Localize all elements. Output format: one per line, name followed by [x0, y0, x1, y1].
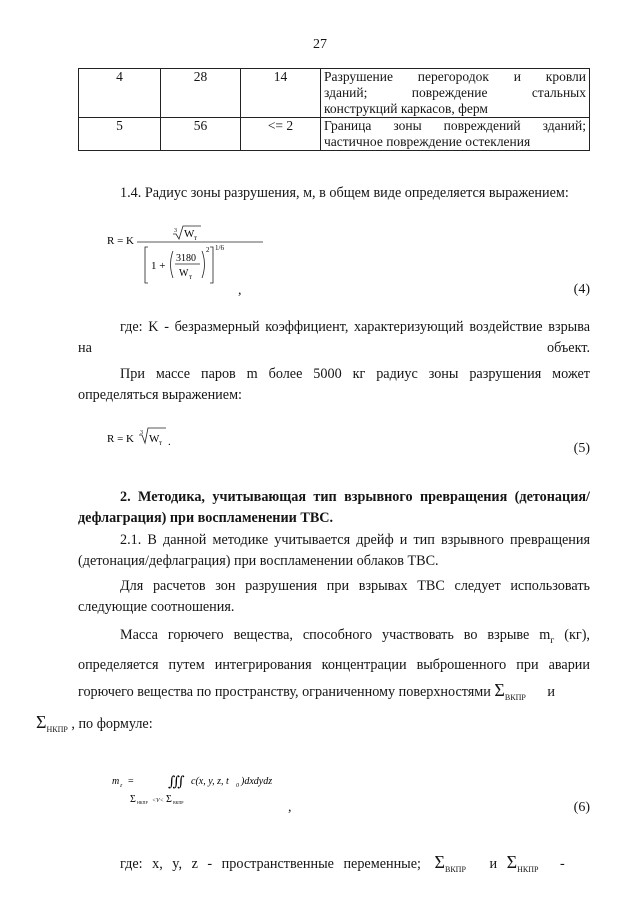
- inner-sub: т: [189, 273, 193, 281]
- nkpr-sub: НКПР: [46, 724, 68, 734]
- section-2-heading: 2. Методика, учитывающая тип взрывного превращения (детонация/дефлаграция) при воспламенении ТВС.: [78, 489, 590, 526]
- damage-zone-table: [78, 68, 590, 151]
- paragraph-where-k: [78, 317, 590, 359]
- zone-cell: 4: [79, 69, 161, 118]
- formula-dot: .: [168, 436, 171, 448]
- integrand-tail: )dxdydz: [241, 776, 273, 787]
- description-line: частичное повреждение остекления: [324, 134, 531, 149]
- paragraph-fuel-mass: [36, 623, 590, 741]
- numerator-w: W: [184, 228, 195, 240]
- nkpr-sub: НКПР: [517, 864, 539, 874]
- formula-6: [110, 768, 330, 818]
- description-line: зданий; повреждение стальных: [324, 85, 586, 100]
- pressure-cell: 56: [161, 118, 241, 151]
- vkpr-sub: ВКПР: [504, 692, 526, 702]
- left-bracket: [145, 247, 148, 283]
- power-1-6: 1/6: [215, 244, 224, 252]
- paragraph-mass: При массе паров m более 5000 кг радиус зоны разрушения может определяться выражением:: [78, 366, 590, 403]
- equation-number-5: (5): [573, 441, 590, 456]
- fuel-sub: г: [550, 634, 555, 646]
- formula-lhs: m: [112, 776, 120, 787]
- right-paren: [202, 251, 205, 278]
- paragraph-1-4: 1.4. Радиус зоны разрушения, м, в общем виде определяется выражением:: [120, 185, 569, 201]
- and-word: и: [547, 683, 555, 700]
- t-sub: 0: [236, 783, 239, 789]
- constant-3180: 3180: [176, 253, 196, 264]
- equals-sign: =: [128, 776, 134, 787]
- numerator-sub: т: [194, 234, 198, 242]
- formula-6-comma: ,: [288, 800, 292, 815]
- formula-4-comma: ,: [238, 283, 242, 298]
- zone-cell: 5: [79, 118, 161, 151]
- lower-limit-sub-1: НКПР: [137, 800, 148, 805]
- paragraph-calc: Для расчетов зон разрушения при взрывах ТВС следует использовать следующие соотношения.: [78, 578, 590, 615]
- formula-lhs: R = K: [107, 433, 134, 445]
- inner-w: W: [179, 268, 189, 279]
- fuel-text-b: (кг), определяется путем интегрирования концентрации выброшенного при аварии горючего вещества по пространству, ограниченному поверхностями: [78, 627, 590, 700]
- description-cell: [321, 69, 590, 118]
- lower-limit-sigma: Σ: [130, 794, 136, 805]
- power-2: 2: [206, 246, 210, 254]
- fuel-text-a: Масса горючего вещества, способного участвовать во взрыве m: [120, 627, 551, 643]
- sigma-symbol: Σ: [506, 852, 518, 872]
- root-index: 3: [174, 228, 177, 234]
- formula-lhs: R = K: [107, 235, 134, 247]
- formula-5: [95, 423, 205, 453]
- where-k-text: где: K - безразмерный коэффициент, характеризующий воздействие взрыва на объект.: [78, 319, 590, 356]
- sigma-symbol: Σ: [36, 711, 47, 732]
- lower-limit-mid: <V<: [152, 798, 164, 804]
- root-index: 3: [140, 430, 143, 436]
- description-cell: [321, 118, 590, 151]
- coefficient-cell: 14: [241, 69, 321, 118]
- fuel-text-c: , по формуле:: [71, 715, 153, 732]
- formula-sub: т: [159, 439, 163, 447]
- page-number: 27: [313, 37, 327, 52]
- table-row: [79, 118, 590, 151]
- paragraph-2-1: 2.1. В данной методике учитывается дрейф и тип взрывного превращения (детонация/дефлаграция) при воспламенении облаков ТВС.: [78, 532, 590, 569]
- integrand: c(x, y, z, t: [191, 776, 229, 787]
- paragraph-variables: [120, 852, 590, 874]
- formula-w: W: [149, 433, 160, 445]
- description-line: Разрушение перегородок и кровли: [324, 69, 586, 84]
- equation-number-4: (4): [573, 282, 590, 297]
- coefficient-cell: <= 2: [241, 118, 321, 151]
- lower-limit-sigma-2: Σ: [166, 794, 172, 805]
- one-plus: 1 +: [151, 260, 166, 272]
- triple-integral: ∭: [168, 775, 185, 790]
- description-line: конструкций каркасов, ферм: [324, 101, 488, 116]
- left-paren: [171, 251, 174, 278]
- and-word: и: [489, 856, 498, 872]
- description-line: Граница зоны повреждений зданий;: [324, 118, 586, 133]
- variables-text: где: x, y, z - пространственные переменные;: [120, 856, 421, 872]
- sigma-symbol: Σ: [494, 679, 505, 700]
- table-row: [79, 69, 590, 118]
- pressure-cell: 28: [161, 69, 241, 118]
- equation-number-6: (6): [573, 800, 590, 815]
- sigma-symbol: Σ: [434, 852, 445, 872]
- vkpr-sub: ВКПР: [445, 864, 466, 874]
- dash: -: [559, 856, 565, 872]
- lower-limit-sub-2: ВКПР: [173, 800, 184, 805]
- formula-lhs-sub: г: [120, 783, 123, 789]
- right-bracket: [210, 247, 213, 283]
